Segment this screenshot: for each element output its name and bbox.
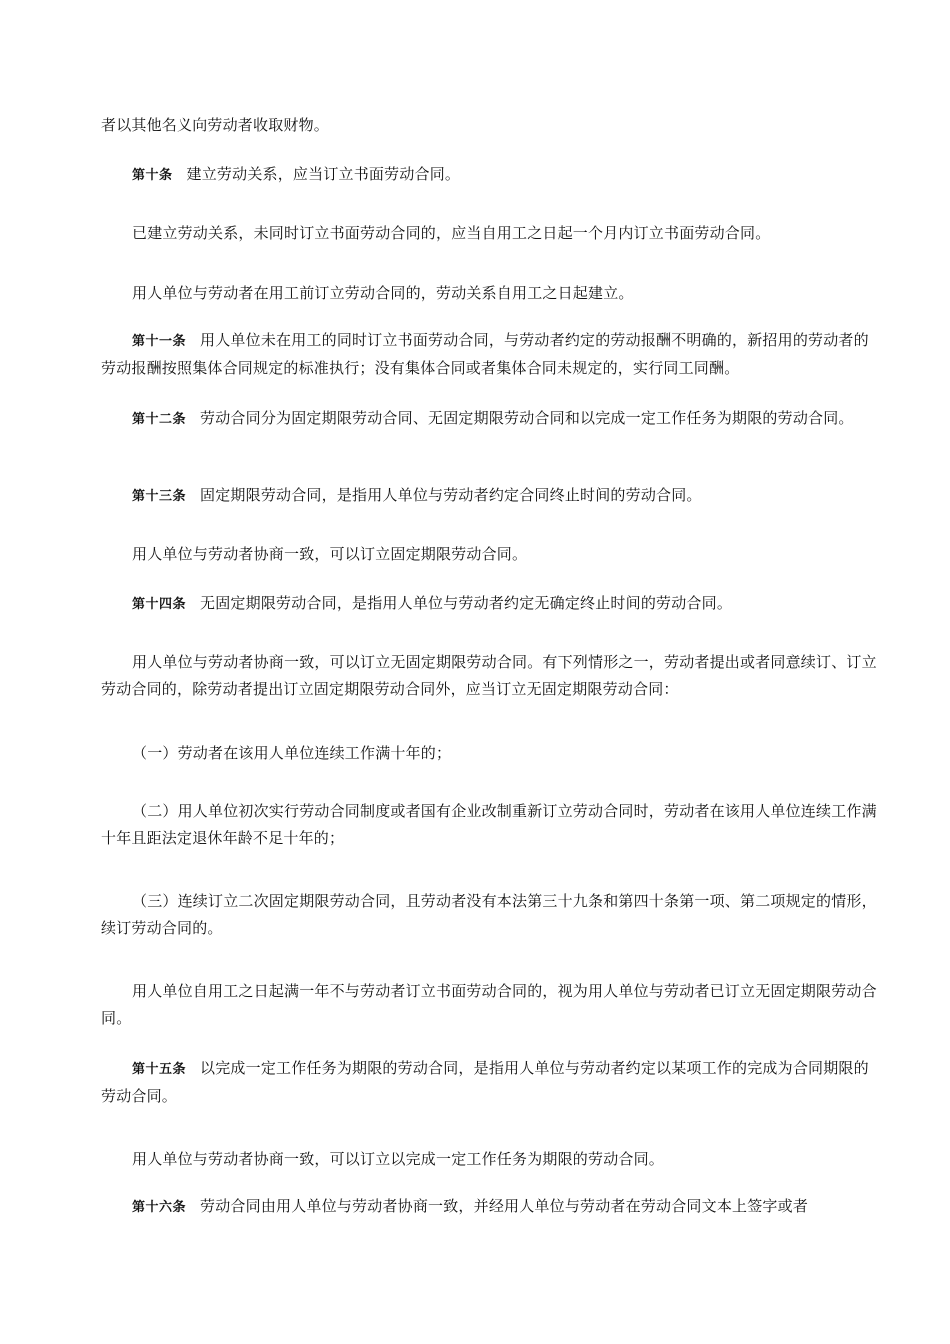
paragraph (101, 1146, 879, 1173)
list-item-text: （三）连续订立二次固定期限劳动合同，且劳动者没有本法第三十九条和第四十条第一项、第二项规定的情形，续订劳动合同的。 (101, 892, 877, 937)
article-12 (101, 405, 879, 433)
paragraph-text: 者以其他名义向劳动者收取财物。 (101, 116, 330, 134)
paragraph (101, 541, 879, 568)
article-text: 劳动合同由用人单位与劳动者协商一致，并经用人单位与劳动者在劳动合同文本上签字或者 (200, 1197, 809, 1215)
paragraph (101, 649, 879, 703)
article-label: 第十条 (132, 168, 173, 183)
list-item (101, 798, 879, 852)
article-text: 建立劳动关系，应当订立书面劳动合同。 (186, 165, 461, 183)
article-text: 用人单位未在用工的同时订立书面劳动合同，与劳动者约定的劳动报酬不明确的，新招用的劳动者的劳动报酬按照集体合同规定的标准执行；没有集体合同或者集体合同未规定的，实行同工同酬。 (101, 331, 869, 377)
list-item-text: （二）用人单位初次实行劳动合同制度或者国有企业改制重新订立劳动合同时，劳动者在该用人单位连续工作满十年且距法定退休年龄不足十年的； (101, 802, 877, 847)
paragraph-text: 用人单位与劳动者协商一致，可以订立固定期限劳动合同。 (132, 545, 528, 563)
list-item (101, 740, 879, 767)
paragraph (101, 220, 879, 247)
list-item (101, 888, 879, 942)
article-label: 第十六条 (132, 1200, 187, 1215)
article-label: 第十三条 (132, 489, 187, 504)
article-text: 固定期限劳动合同，是指用人单位与劳动者约定合同终止时间的劳动合同。 (200, 486, 702, 504)
paragraph-text: 用人单位与劳动者在用工前订立劳动合同的，劳动关系自用工之日起建立。 (132, 284, 634, 302)
article-15 (101, 1055, 879, 1110)
paragraph-text: 用人单位自用工之日起满一年不与劳动者订立书面劳动合同的，视为用人单位与劳动者已订立无固定期限劳动合同。 (101, 982, 877, 1027)
paragraph-text: 用人单位与劳动者协商一致，可以订立无固定期限劳动合同。有下列情形之一，劳动者提出或者同意续订、订立劳动合同的，除劳动者提出订立固定期限劳动合同外，应当订立无固定期限劳动合同： (101, 653, 877, 698)
article-label: 第十二条 (132, 412, 187, 427)
article-10 (101, 161, 879, 189)
article-11 (101, 327, 879, 382)
paragraph (101, 280, 879, 307)
article-14 (101, 590, 879, 618)
list-item-text: （一）劳动者在该用人单位连续工作满十年的； (132, 744, 452, 762)
paragraph-text: 用人单位与劳动者协商一致，可以订立以完成一定工作任务为期限的劳动合同。 (132, 1150, 665, 1168)
article-text: 以完成一定工作任务为期限的劳动合同，是指用人单位与劳动者约定以某项工作的完成为合同期限的劳动合同。 (101, 1059, 869, 1105)
paragraph-text: 已建立劳动关系，未同时订立书面劳动合同的，应当自用工之日起一个月内订立书面劳动合同。 (132, 224, 771, 242)
article-13 (101, 482, 879, 510)
article-label: 第十五条 (132, 1062, 187, 1077)
article-text: 无固定期限劳动合同，是指用人单位与劳动者约定无确定终止时间的劳动合同。 (200, 594, 733, 612)
article-label: 第十四条 (132, 597, 187, 612)
paragraph-continuation (101, 112, 879, 139)
article-text: 劳动合同分为固定期限劳动合同、无固定期限劳动合同和以完成一定工作任务为期限的劳动合同。 (200, 409, 854, 427)
paragraph (101, 978, 879, 1032)
article-label: 第十一条 (132, 334, 187, 349)
article-16 (101, 1193, 879, 1221)
